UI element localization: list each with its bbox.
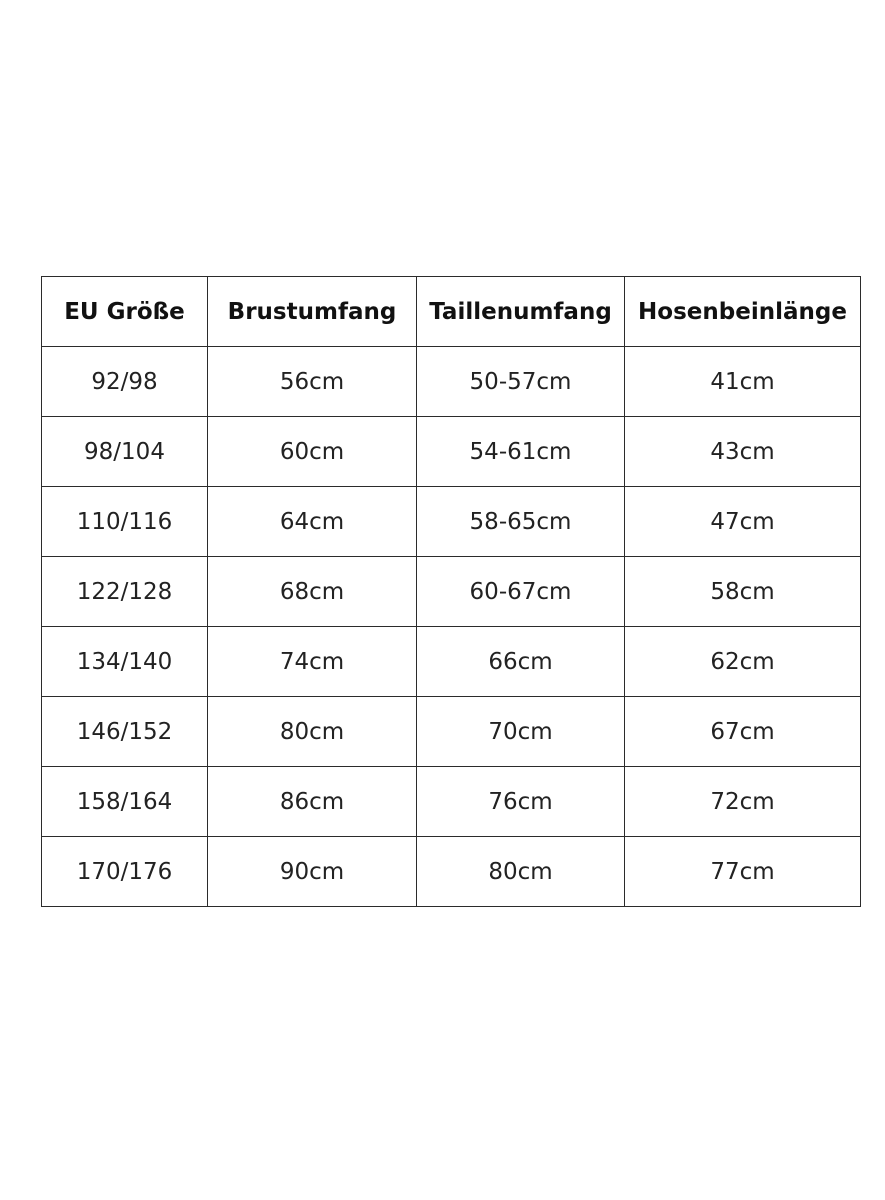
- cell-inseam: 77cm: [625, 837, 861, 907]
- cell-inseam: 72cm: [625, 767, 861, 837]
- header-waist: Taillenumfang: [417, 277, 625, 347]
- cell-waist: 76cm: [417, 767, 625, 837]
- table-body: [42, 347, 861, 907]
- table-row: [42, 697, 861, 767]
- table-row: [42, 627, 861, 697]
- cell-eu-size: 92/98: [42, 347, 208, 417]
- cell-eu-size: 98/104: [42, 417, 208, 487]
- header-chest: Brustumfang: [208, 277, 417, 347]
- cell-chest: 80cm: [208, 697, 417, 767]
- header-row: [42, 277, 861, 347]
- cell-chest: 56cm: [208, 347, 417, 417]
- cell-inseam: 47cm: [625, 487, 861, 557]
- table-row: [42, 767, 861, 837]
- table-row: [42, 487, 861, 557]
- table-row: [42, 557, 861, 627]
- table-row: [42, 347, 861, 417]
- cell-waist: 60-67cm: [417, 557, 625, 627]
- cell-inseam: 62cm: [625, 627, 861, 697]
- cell-waist: 58-65cm: [417, 487, 625, 557]
- cell-waist: 80cm: [417, 837, 625, 907]
- cell-eu-size: 134/140: [42, 627, 208, 697]
- cell-chest: 60cm: [208, 417, 417, 487]
- cell-eu-size: 146/152: [42, 697, 208, 767]
- cell-chest: 64cm: [208, 487, 417, 557]
- cell-eu-size: 122/128: [42, 557, 208, 627]
- cell-waist: 66cm: [417, 627, 625, 697]
- cell-inseam: 67cm: [625, 697, 861, 767]
- size-chart-table: [41, 276, 861, 907]
- cell-chest: 90cm: [208, 837, 417, 907]
- cell-chest: 68cm: [208, 557, 417, 627]
- table-row: [42, 417, 861, 487]
- header-inseam: Hosenbeinlänge: [625, 277, 861, 347]
- cell-chest: 74cm: [208, 627, 417, 697]
- cell-inseam: 41cm: [625, 347, 861, 417]
- header-eu-size: EU Größe: [42, 277, 208, 347]
- cell-eu-size: 110/116: [42, 487, 208, 557]
- cell-waist: 70cm: [417, 697, 625, 767]
- cell-eu-size: 170/176: [42, 837, 208, 907]
- cell-waist: 50-57cm: [417, 347, 625, 417]
- cell-inseam: 58cm: [625, 557, 861, 627]
- cell-chest: 86cm: [208, 767, 417, 837]
- table-header: [42, 277, 861, 347]
- table-row: [42, 837, 861, 907]
- cell-inseam: 43cm: [625, 417, 861, 487]
- cell-waist: 54-61cm: [417, 417, 625, 487]
- cell-eu-size: 158/164: [42, 767, 208, 837]
